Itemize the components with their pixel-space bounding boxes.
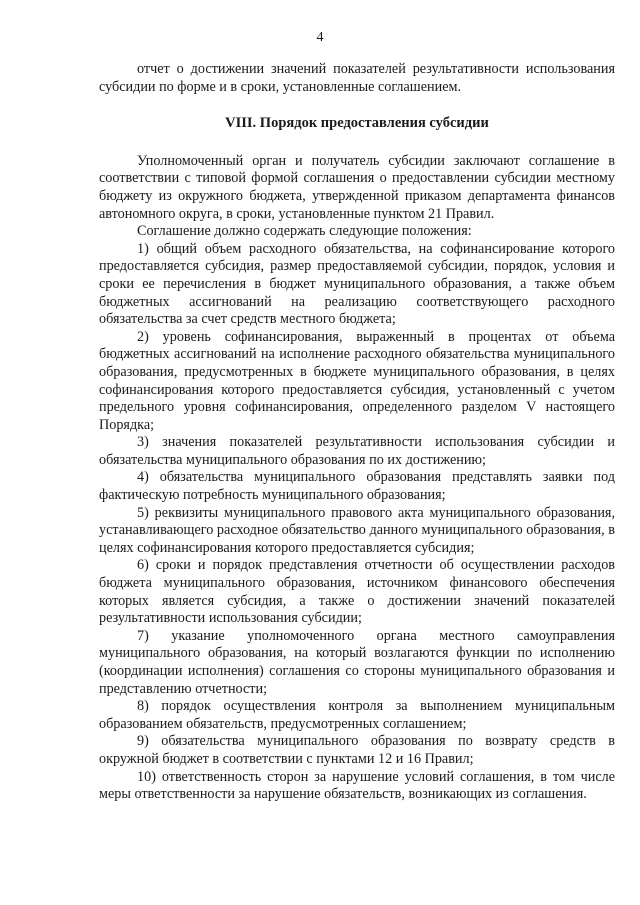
list-item-2: 2) уровень софинансирования, выраженный в процентах от объема бюджетных ассигнований на исполнение расходного обязательства муниципального образования, предусмотренных в бюджете муниципального образования, в целях софинансирования которого предоставляется субсидия, установленный с учетом предельного уровня софинансирования, определенного разделом V настоящего Порядка; [99, 328, 615, 433]
list-item-5: 5) реквизиты муниципального правового акта муниципального образования, устанавливающего расходное обязательство данного муниципального образования, в целях софинансирования которого предоставляется субсидия; [99, 504, 615, 556]
list-item-9: 9) обязательства муниципального образования по возврату средств в окружной бюджет в соответствии с пунктами 12 и 16 Правил; [99, 733, 615, 767]
list-item-6: 6) сроки и порядок представления отчетности об осуществлении расходов бюджета муниципального образования, источником финансового обеспечения которых является субсидия, а также о достижении значений показателей результативности использования субсидии; [99, 557, 615, 627]
document-body [99, 61, 615, 804]
list-item-7: 7) указание уполномоченного органа местного самоуправления муниципального образования, на который возлагаются функции по исполнению (координации исполнения) соглашения со стороны муниципального образования и представлению отчетности; [99, 627, 615, 697]
list-item-8: 8) порядок осуществления контроля за выполнением муниципальным образованием обязательств, предусмотренных соглашением; [99, 698, 615, 732]
paragraph-provisions-intro: Соглашение должно содержать следующие положения: [137, 223, 472, 240]
intro-paragraph: отчет о достижении значений показателей результативности использования субсидии по форме и в сроки, установленные соглашением. [99, 61, 615, 95]
list-item-10: 10) ответственность сторон за нарушение условий соглашения, в том числе меры ответственности за нарушение обязательств, возникающих из соглашения. [99, 768, 615, 803]
list-item-3: 3) значения показателей результативности использования субсидии и обязательства муниципального образования по их достижению; [99, 434, 615, 468]
list-item-1: 1) общий объем расходного обязательства, на софинансирование которого предоставляется субсидия, размер предоставляемой субсидии, порядок, условия и сроки ее перечисления в бюджет муниципального образования, а также объем бюджетных ассигнований на реализацию соответствующего расходного обязательства за счет средств местного бюджета; [99, 240, 615, 328]
section-heading: VIII. Порядок предоставления субсидии [225, 115, 489, 132]
list-item-4: 4) обязательства муниципального образования представлять заявки под фактическую потребность муниципального образования; [99, 469, 615, 504]
paragraph-agreement: Уполномоченный орган и получатель субсидии заключают соглашение в соответствии с типовой формой соглашения о предоставлении субсидии местному бюджету из окружного бюджета, утвержденной приказом департамента финансов автономного округа, в сроки, установленные пунктом 21 Правил. [99, 152, 615, 222]
page-number: 4 [316, 30, 324, 45]
